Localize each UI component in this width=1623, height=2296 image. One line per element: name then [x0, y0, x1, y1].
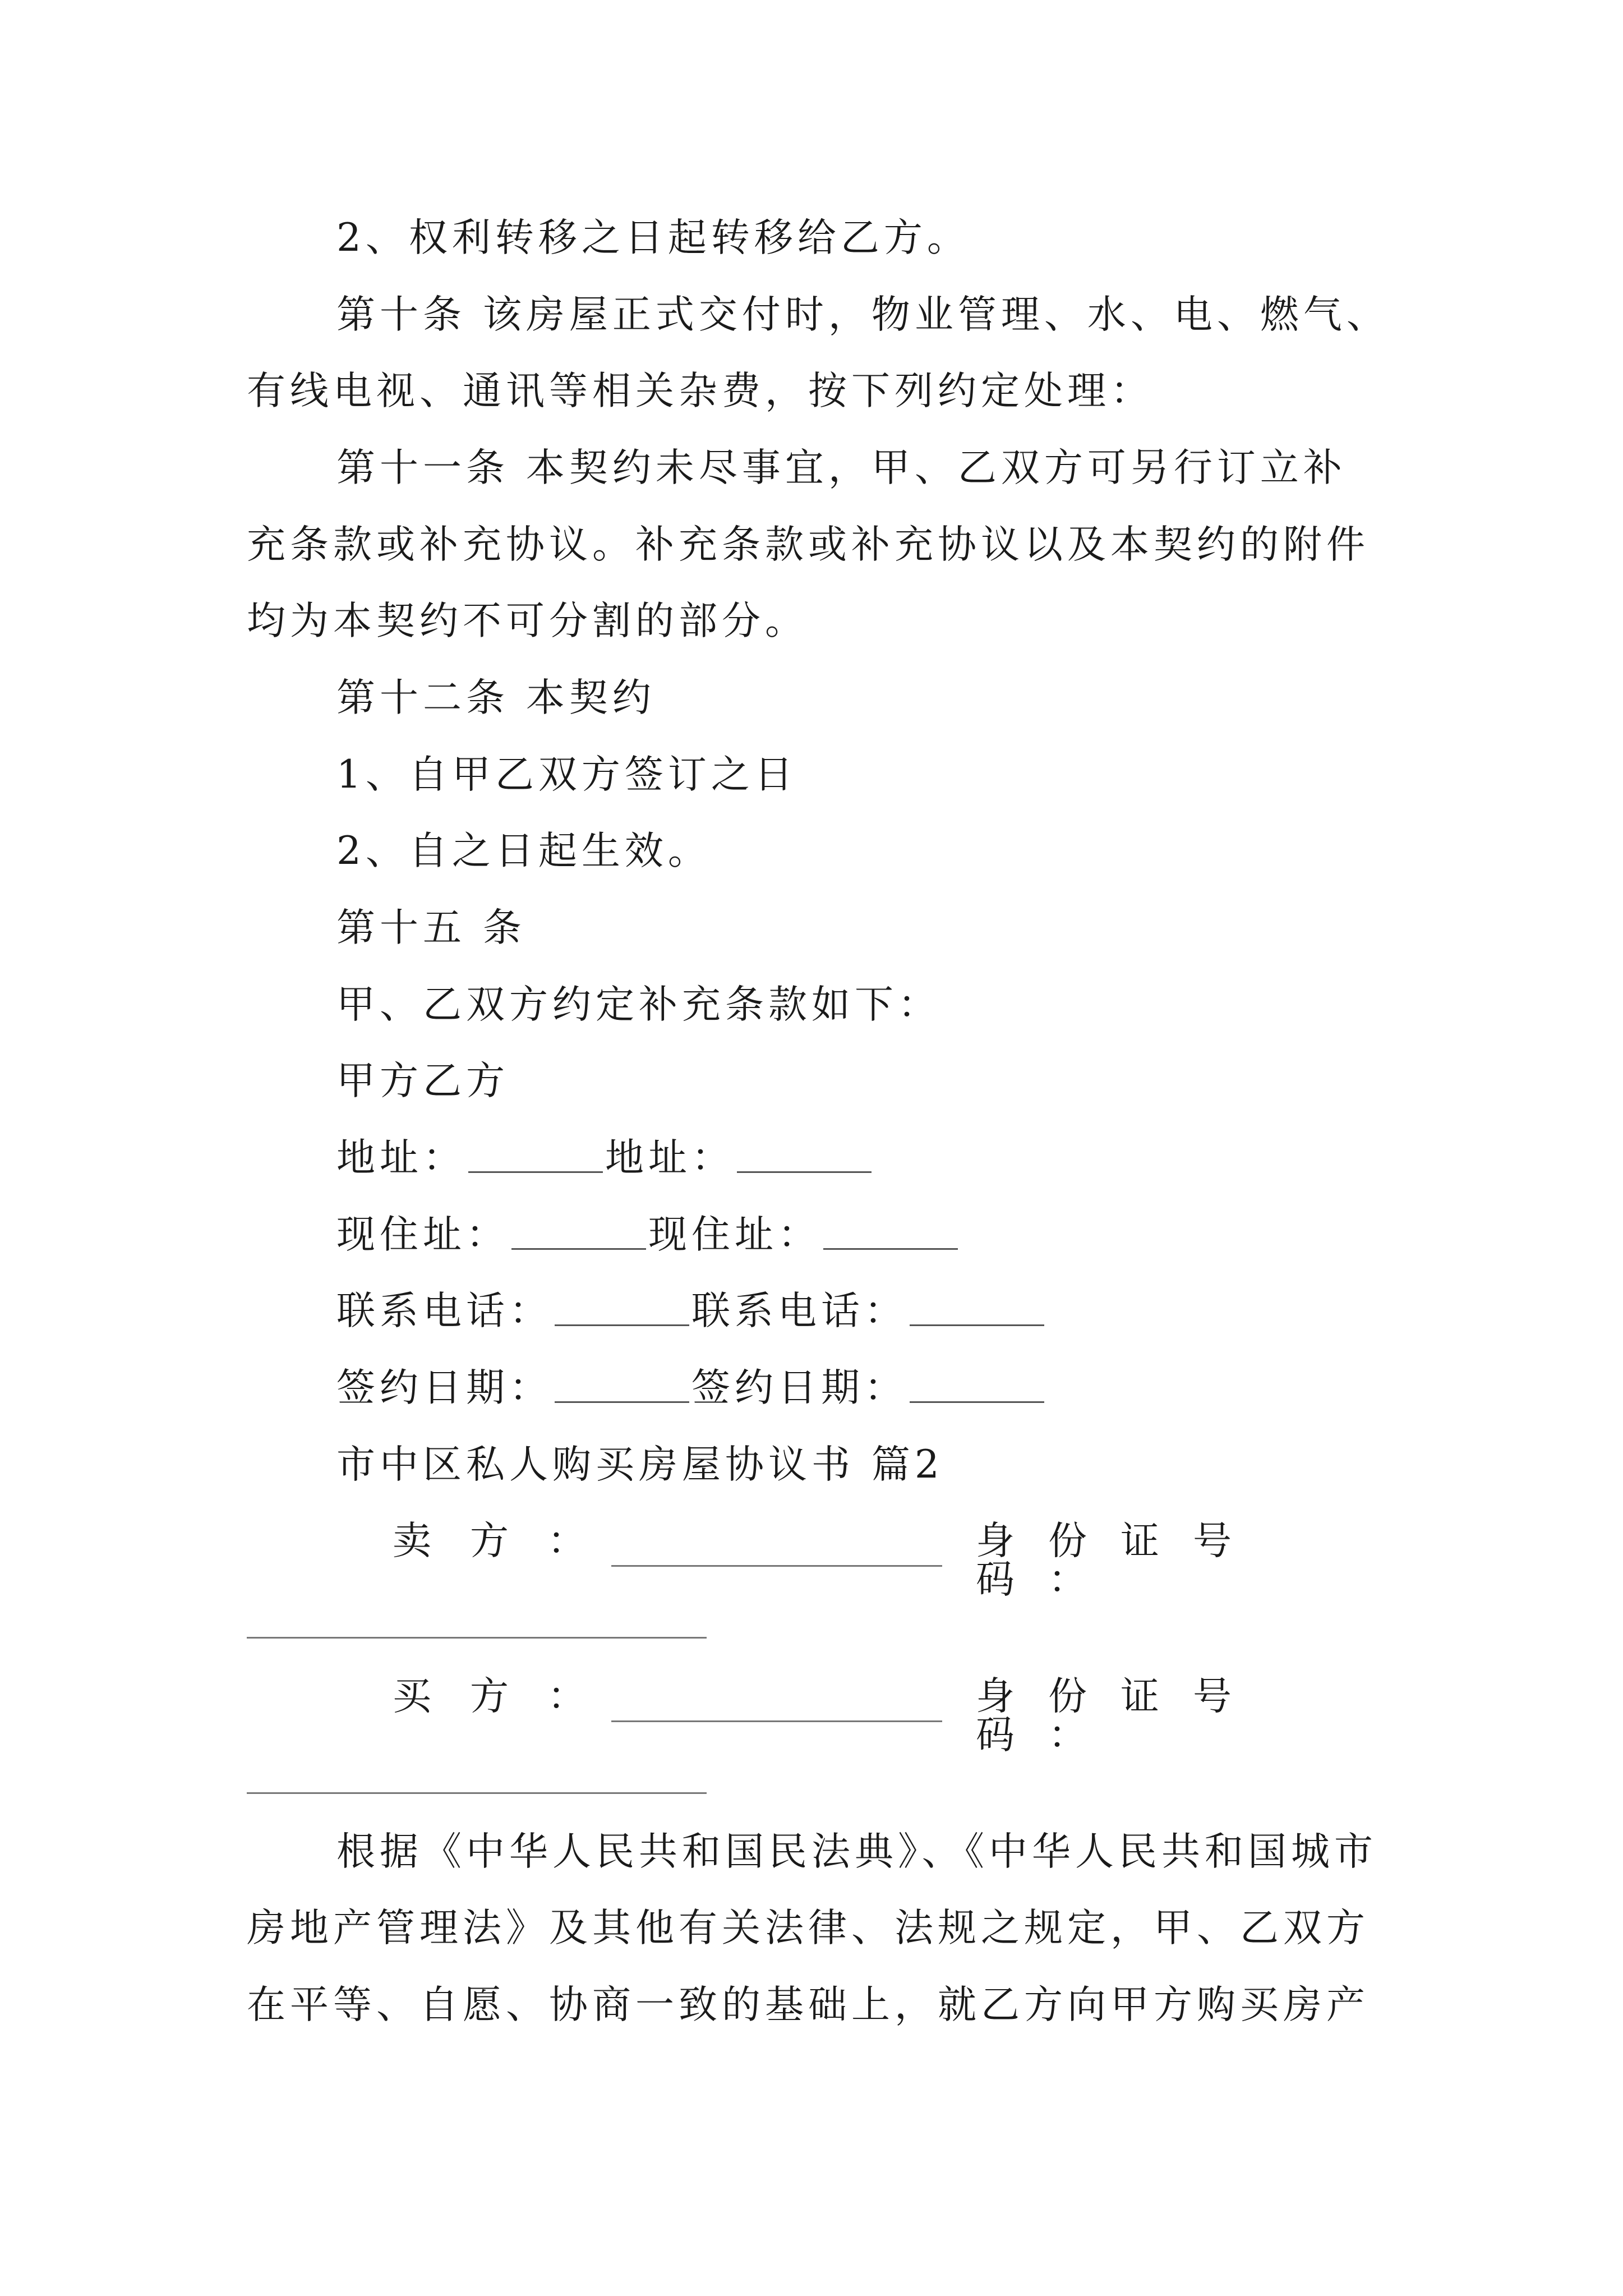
- article-11-line-2: 充条款或补充协议。补充条款或补充协议以及本契约的附件: [247, 522, 1370, 567]
- address-row: [336, 1135, 874, 1180]
- transfer-clause: 2、权利转移之日起转移给乙方。: [336, 215, 970, 260]
- party-b-current-address-blank[interactable]: [823, 1248, 958, 1250]
- seller-label: 卖 方 ：: [393, 1519, 586, 1563]
- section-title: 市中区私人购买房屋协议书 篇2: [336, 1442, 944, 1487]
- buyer-id-label: 身份证号码：: [976, 1674, 1265, 1757]
- phone-row: [336, 1289, 1046, 1333]
- party-b-phone-blank[interactable]: [910, 1324, 1044, 1326]
- party-a-date-blank[interactable]: [555, 1401, 689, 1403]
- party-a-address-blank[interactable]: [468, 1171, 603, 1173]
- party-a-phone-label: 联系电话：: [336, 1289, 552, 1333]
- article-10-line-1: 第十条 该房屋正式交付时，物业管理、水、电、燃气、: [336, 292, 1390, 337]
- article-11-line-3: 均为本契约不可分割的部分。: [247, 599, 808, 643]
- seller-row: [393, 1519, 1346, 1602]
- seller-id-blank[interactable]: [247, 1637, 707, 1639]
- party-a-phone-blank[interactable]: [555, 1324, 689, 1326]
- buyer-row: [393, 1674, 1346, 1757]
- current-address-row: [336, 1212, 960, 1257]
- seller-id-label: 身份证号码：: [976, 1519, 1265, 1602]
- party-b-date-blank[interactable]: [910, 1401, 1044, 1403]
- party-b-address-label: 地址：: [605, 1135, 735, 1180]
- party-a-current-address-label: 现住址：: [336, 1212, 509, 1257]
- buyer-id-blank[interactable]: [247, 1792, 707, 1794]
- article-12-item-1: 1、自甲乙双方签订之日: [336, 752, 797, 797]
- party-b-current-address-label: 现住址：: [648, 1212, 821, 1257]
- signing-date-row: [336, 1365, 1046, 1410]
- party-b-date-label: 签约日期：: [691, 1365, 907, 1410]
- supplement-clause: 甲、乙双方约定补充条款如下：: [336, 982, 941, 1027]
- party-a-address-label: 地址：: [336, 1135, 466, 1180]
- article-11-line-1: 第十一条 本契约未尽事宜，甲、乙双方可另行订立补: [336, 445, 1347, 490]
- article-12-heading: 第十二条 本契约: [336, 675, 656, 720]
- party-b-address-blank[interactable]: [737, 1171, 872, 1173]
- parties-line: 甲方乙方: [336, 1059, 509, 1103]
- party-b-phone-label: 联系电话：: [691, 1289, 907, 1333]
- article-12-item-2: 2、自之日起生效。: [336, 829, 711, 873]
- seller-name-blank[interactable]: [611, 1565, 942, 1567]
- basis-line-2: 房地产管理法》及其他有关法律、法规之规定，甲、乙双方: [247, 1906, 1370, 1950]
- buyer-label: 买 方 ：: [393, 1674, 586, 1719]
- buyer-name-blank[interactable]: [611, 1720, 942, 1722]
- party-a-date-label: 签约日期：: [336, 1365, 552, 1410]
- basis-line-1: 根据《中华人民共和国民法典》、《中华人民共和国城市: [336, 1829, 1377, 1874]
- party-a-current-address-blank[interactable]: [511, 1248, 646, 1250]
- basis-line-3: 在平等、自愿、协商一致的基础上，就乙方向甲方购买房产: [247, 1982, 1370, 2027]
- article-15-heading: 第十五 条: [336, 905, 526, 950]
- article-10-line-2: 有线电视、通讯等相关杂费，按下列约定处理：: [247, 369, 1154, 413]
